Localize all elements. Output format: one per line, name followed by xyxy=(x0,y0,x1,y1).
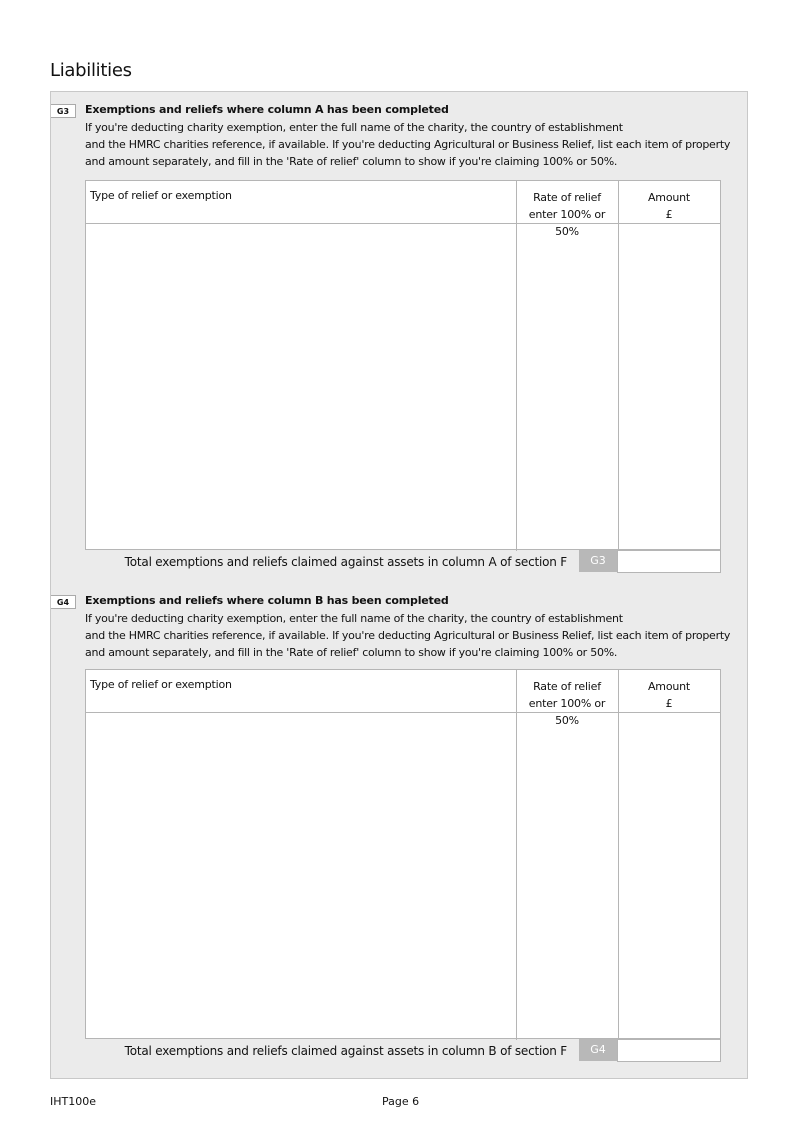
total-amount-field[interactable] xyxy=(617,1039,721,1062)
col-rate-title: Rate of relief xyxy=(533,680,601,693)
form-id: IHT100e xyxy=(50,1095,96,1108)
section-heading: Exemptions and reliefs where column A has been completed xyxy=(85,103,449,116)
col-type-header: Type of relief or exemption xyxy=(90,189,232,202)
col-rate-title: Rate of relief xyxy=(533,191,601,204)
table-header xyxy=(86,181,720,238)
section-code: G4 xyxy=(51,595,76,609)
instruction-line: If you're deducting charity exemption, enter the full name of the charity, the country of establishment xyxy=(85,121,623,134)
page-number: Page 6 xyxy=(382,1095,420,1108)
instruction-line: and amount separately, and fill in the 'Rate of relief' column to show if you're claiming 100% or 50%. xyxy=(85,646,618,659)
instruction-line: and the HMRC charities reference, if available. If you're deducting Agricultural or Business Relief, list each item of property xyxy=(85,629,731,642)
col-amount-unit: £ xyxy=(665,697,673,710)
total-amount-field[interactable] xyxy=(617,550,721,573)
col-amount-header xyxy=(618,678,720,712)
instruction-line: If you're deducting charity exemption, enter the full name of the charity, the country of establishment xyxy=(85,612,623,625)
relief-entry-area[interactable] xyxy=(86,224,720,549)
relief-entry-area[interactable] xyxy=(86,713,720,1038)
col-amount-title: Amount xyxy=(647,191,691,204)
col-rate-subtitle: enter 100% or 50% xyxy=(528,208,606,238)
liabilities-panel xyxy=(50,91,748,1079)
total-label: Total exemptions and reliefs claimed against assets in column A of section F xyxy=(124,555,567,569)
col-type-header: Type of relief or exemption xyxy=(90,678,232,691)
instruction-line: and amount separately, and fill in the 'Rate of relief' column to show if you're claiming 100% or 50%. xyxy=(85,155,618,168)
total-row xyxy=(85,1039,721,1062)
section-instructions xyxy=(85,119,735,170)
total-code: G3 xyxy=(579,550,617,572)
section-heading: Exemptions and reliefs where column B has been completed xyxy=(85,594,449,607)
total-row xyxy=(85,550,721,573)
section-instructions xyxy=(85,610,735,661)
total-code: G4 xyxy=(579,1039,617,1061)
col-rate-subtitle: enter 100% or 50% xyxy=(528,697,606,727)
section-code: G3 xyxy=(51,104,76,118)
col-amount-title: Amount xyxy=(647,680,691,693)
table-header xyxy=(86,670,720,727)
page-title: Liabilities xyxy=(50,60,132,81)
relief-table xyxy=(85,669,721,1039)
col-amount-header xyxy=(618,189,720,223)
relief-table xyxy=(85,180,721,550)
instruction-line: and the HMRC charities reference, if available. If you're deducting Agricultural or Business Relief, list each item of property xyxy=(85,138,731,151)
total-label: Total exemptions and reliefs claimed against assets in column B of section F xyxy=(124,1044,567,1058)
col-amount-unit: £ xyxy=(665,208,673,221)
